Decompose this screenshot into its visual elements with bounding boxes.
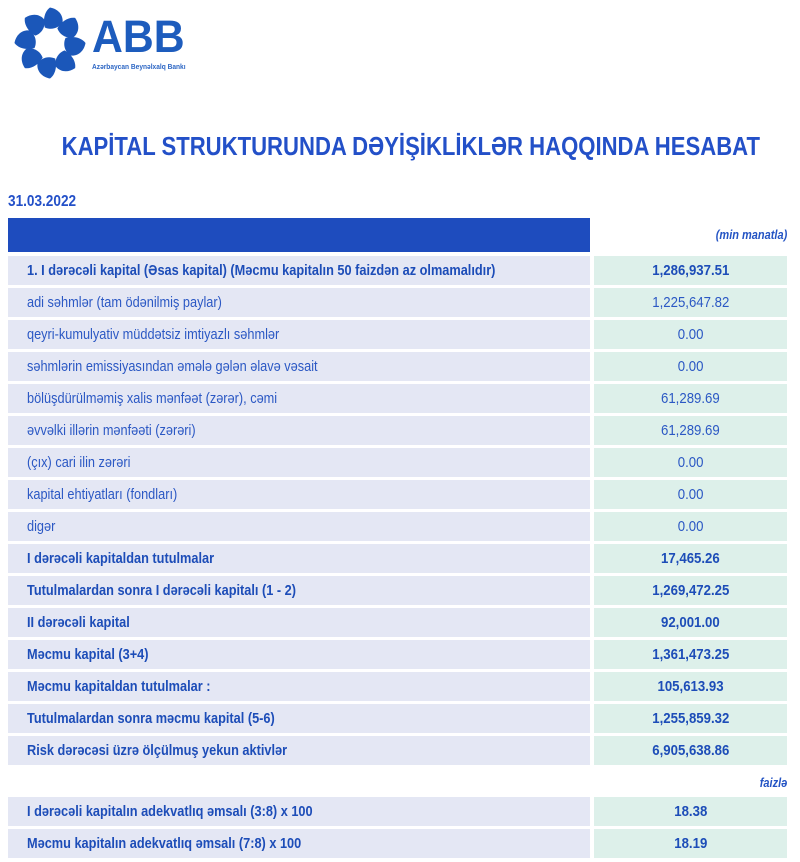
row-value: 61,289.69 [594,384,787,413]
table-row [8,352,787,381]
row-label: Məcmu kapital (3+4) [8,640,590,669]
row-label: Risk dərəcəsi üzrə ölçülmuş yekun aktivlər [8,736,590,765]
row-value: 0.00 [594,480,787,509]
page-title: KAPİTAL STRUKTURUNDA DƏYİŞİKLİKLƏR HAQQINDA HESABAT [61,131,760,161]
row-label: kapital ehtiyatları (fondları) [8,480,590,509]
row-value: 18.38 [594,797,787,826]
table-row [8,480,787,509]
table-row [8,512,787,541]
row-label: (çıx) cari ilin zərəri [8,448,590,477]
row-value: 1,286,937.51 [594,256,787,285]
row-value: 0.00 [594,320,787,349]
row-label: Məcmu kapitaldan tutulmalar : [8,672,590,701]
table-row [8,288,787,317]
abb-logo [13,6,198,80]
table-row [8,736,787,765]
row-label: qeyri-kumulyativ müddətsiz imtiyazlı səhmlər [8,320,590,349]
abb-logo-subtitle: Azərbaycan Beynəlxalq Bankı [92,62,186,71]
ratios-body [8,797,787,858]
abb-logo-text [92,6,198,71]
row-value: 92,001.00 [594,608,787,637]
row-value: 1,269,472.25 [594,576,787,605]
table-row [8,320,787,349]
row-value: 105,613.93 [594,672,787,701]
row-label: adi səhmlər (tam ödənilmiş paylar) [8,288,590,317]
table-row [8,829,787,858]
row-label: 1. I dərəcəli kapital (Əsas kapital) (Məcmu kapitalın 50 faizdən az olmamalıdır) [8,256,590,285]
row-value: 0.00 [594,448,787,477]
unit-note: (min manatla) [715,228,787,242]
table-row [8,797,787,826]
row-label: səhmlərin emissiyasından əmələ gələn əlavə vəsait [8,352,590,381]
ratios-unit-note: faizlə [759,775,787,790]
row-label: I dərəcəli kapitaldan tutulmalar [8,544,590,573]
row-value: 1,225,647.82 [594,288,787,317]
table-row [8,608,787,637]
row-label: Məcmu kapitalın adekvatlıq əmsalı (7:8) x 100 [8,829,590,858]
row-label: Tutulmalardan sonra məcmu kapital (5-6) [8,704,590,733]
table-row [8,704,787,733]
table-body [8,256,787,765]
row-label: bölüşdürülməmiş xalis mənfəət (zərər), cəmi [8,384,590,413]
row-value: 0.00 [594,512,787,541]
row-label: əvvəlki illərin mənfəəti (zərəri) [8,416,590,445]
table-row [8,576,787,605]
row-value: 6,905,638.86 [594,736,787,765]
report-date: 31.03.2022 [8,193,77,210]
table-row [8,672,787,701]
row-value: 1,361,473.25 [594,640,787,669]
table-row [8,544,787,573]
row-label: digər [8,512,590,541]
abb-swirl-icon [13,6,87,80]
row-value: 0.00 [594,352,787,381]
table-row [8,384,787,413]
abb-wordmark: ABB [92,11,185,62]
table-row [8,416,787,445]
row-value: 18.19 [594,829,787,858]
row-value: 17,465.26 [594,544,787,573]
row-value: 61,289.69 [594,416,787,445]
table-row [8,256,787,285]
row-label: Tutulmalardan sonra I dərəcəli kapitalı (1 - 2) [8,576,590,605]
table-row [8,640,787,669]
table-header-row [8,218,787,252]
row-label: II dərəcəli kapital [8,608,590,637]
table-header-bar [8,218,590,252]
row-label: I dərəcəli kapitalın adekvatlıq əmsalı (3:8) x 100 [8,797,590,826]
table-row [8,448,787,477]
row-value: 1,255,859.32 [594,704,787,733]
capital-structure-table [8,218,787,861]
